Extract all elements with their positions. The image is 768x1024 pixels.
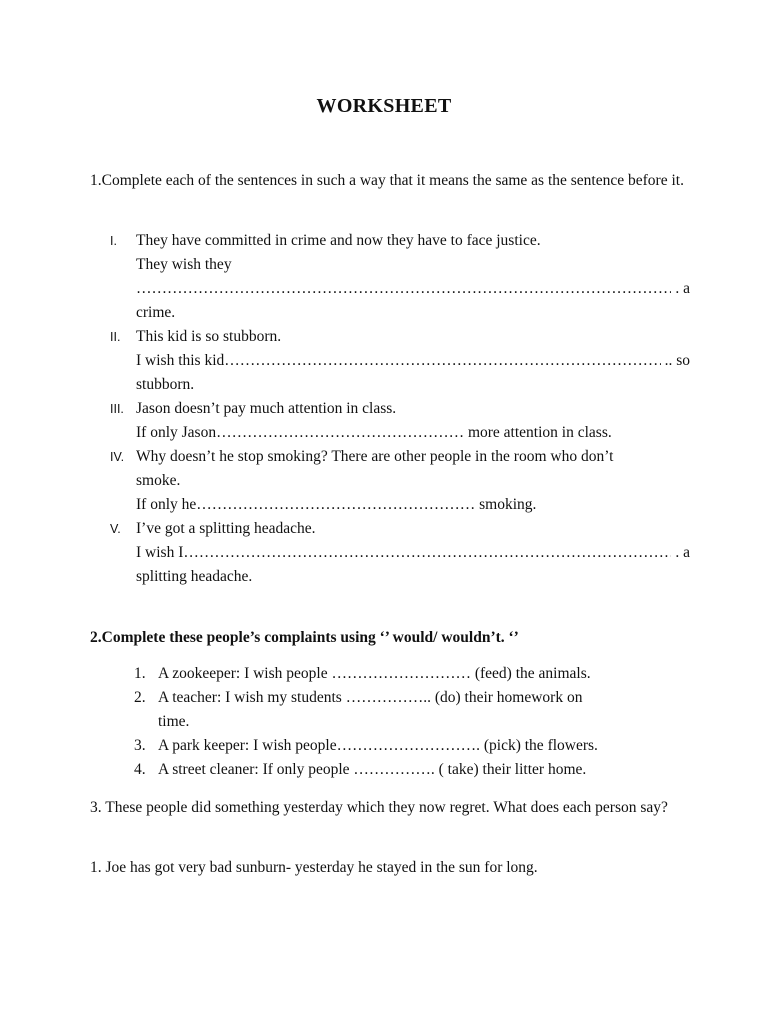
list-item (110, 517, 690, 589)
item-prompt: They wish they (136, 256, 232, 273)
answer-line (136, 541, 690, 565)
item-number: II. (110, 330, 121, 344)
section2-instruction: 2.Complete these people’s complaints using ‘’ would/ wouldn’t. ‘’ (90, 629, 519, 646)
answer-line (136, 421, 690, 445)
page-title: WORKSHEET (316, 95, 452, 117)
answer-tail: .. so (664, 352, 690, 369)
item-ending: stubborn. (136, 376, 195, 393)
list-item (134, 662, 694, 686)
section2-list (134, 662, 694, 782)
answer-head: If only he (136, 496, 197, 513)
item-sentence-cont: smoke. (136, 472, 181, 489)
answer-tail: . a (675, 544, 690, 561)
item-text: A street cleaner: If only people ……………. ( take) their litter home. (158, 761, 587, 778)
list-item (110, 397, 690, 445)
answer-tail: more attention in class. (464, 424, 612, 441)
item-ending: crime. (136, 304, 176, 321)
answer-dots (183, 541, 671, 565)
list-item (110, 445, 690, 517)
item-number: 4. (134, 761, 146, 778)
list-item (110, 325, 690, 397)
item-number: III. (110, 402, 124, 416)
list-item (134, 758, 694, 782)
item-number: I. (110, 234, 117, 248)
section1-list (110, 229, 690, 589)
item-number: 1. (134, 665, 146, 682)
answer-head: I wish this kid (136, 352, 225, 369)
answer-tail: . a (675, 280, 690, 297)
item-sentence: They have committed in crime and now they have to face justice. (136, 232, 541, 249)
answer-dots: ………………………………………… (216, 424, 465, 441)
list-item (134, 734, 694, 758)
item-sentence: Why doesn’t he stop smoking? There are other people in the room who don’t (136, 448, 614, 465)
answer-tail: smoking. (475, 496, 537, 513)
item-number: V. (110, 522, 121, 536)
answer-dots (224, 349, 660, 373)
answer-head: I wish I (136, 544, 184, 561)
item-text: A teacher: I wish my students …………….. (do) their homework on (158, 689, 583, 706)
item-sentence: Jason doesn’t pay much attention in class. (136, 400, 397, 417)
section3-instruction: 3. These people did something yesterday which they now regret. What does each person say? (90, 799, 668, 816)
list-item (134, 686, 694, 734)
item-number: 3. (134, 737, 146, 754)
item-text: A park keeper: I wish people………………………. (pick) the flowers. (158, 737, 598, 754)
answer-line (136, 493, 690, 517)
answer-head: If only Jason (136, 424, 217, 441)
item-number: IV. (110, 450, 125, 464)
item-number: 2. (134, 689, 146, 706)
item-sentence: This kid is so stubborn. (136, 328, 282, 345)
section3-question: 1. Joe has got very bad sunburn- yesterday he stayed in the sun for long. (90, 859, 538, 876)
answer-line (136, 277, 690, 301)
item-ending: splitting headache. (136, 568, 253, 585)
answer-dots (136, 277, 671, 301)
item-sentence: I’ve got a splitting headache. (136, 520, 316, 537)
answer-dots: ……………………………………………… (196, 496, 476, 513)
section1-instruction: 1.Complete each of the sentences in such a way that it means the same as the sentence before it. (90, 172, 684, 189)
list-item (110, 229, 690, 325)
answer-line (136, 349, 690, 373)
item-text: A zookeeper: I wish people ……………………… (feed) the animals. (158, 665, 591, 682)
item-text-cont: time. (158, 713, 190, 730)
